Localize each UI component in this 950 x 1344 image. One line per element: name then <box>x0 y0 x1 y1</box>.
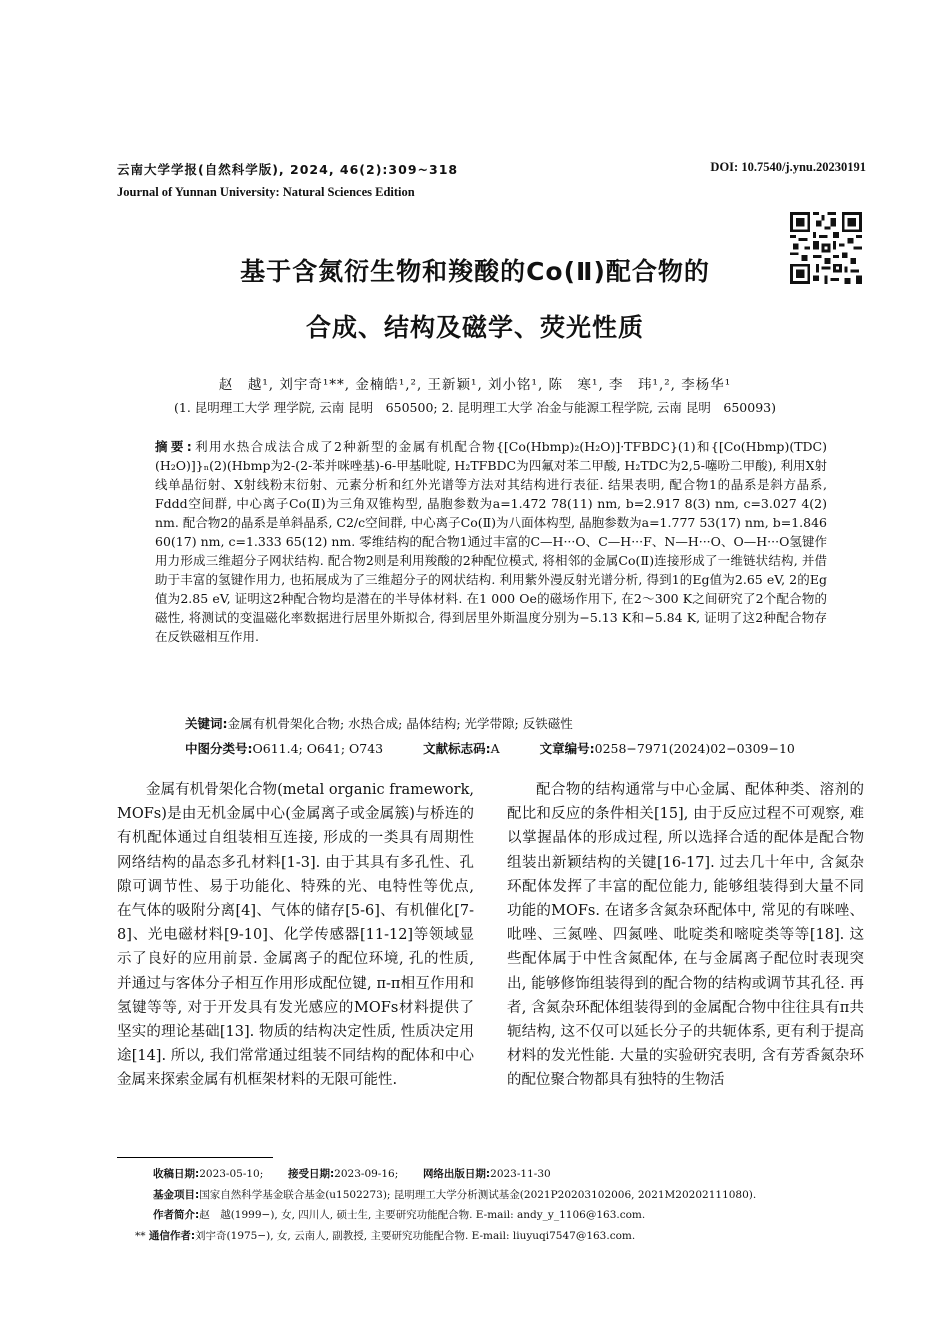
body-paragraph-right: 配合物的结构通常与中心金属、配体种类、溶剂的配比和反应的条件相关[15], 由于反应过程不可观察, 难以掌握晶体的形成过程, 所以选择合适的配体是配合物组装出新颖结构的关键[16-17]. 过去几十年中, 含氮杂环配体发挥了丰富的配位能力, 能够组装得到大量不同功能的MOFs. 在诸多含氮杂环配体中, 常见的有咪唑、吡唑、三氮唑、四氮唑、吡啶类和嘧啶类等等[18]. 这些配体属于中性含氮配体, 在与金属离子配位时表现突出, 能够修饰组装得到的配合物的结构或调节其孔径. 再者, 含氮杂环配体组装得到的金属配合物中往往具有π共轭结构, 这不仅可以延长分子的共轭体系, 更有利于提高材料的发光性能. 大量的实验研究表明, 含有芳香氮杂环的配位聚合物都具有独特的生物活 <box>507 782 864 1089</box>
doc-code-value: A <box>490 741 500 756</box>
abstract <box>155 437 827 646</box>
footnote-corresponding: ** 通信作者:刘宇奇(1975−), 女, 云南人, 副教授, 主要研究功能配合物. E-mail: liuyuqi7547@163.com. <box>135 1229 636 1242</box>
clc-label: 中图分类号: <box>185 741 253 756</box>
footnote-divider <box>117 1157 273 1158</box>
journal-header-en: Journal of Yunnan University: Natural Sciences Edition <box>117 185 415 199</box>
title-line-2: 合成、结构及磁学、荧光性质 <box>305 313 644 342</box>
footnote-fund: 基金项目:国家自然科学基金联合基金(u1502273); 昆明理工大学分析测试基金(2021P20203102006, 2021M20202111080). <box>153 1188 757 1201</box>
body-column-right <box>507 778 864 1093</box>
journal-header-cn: 云南大学学报(自然科学版), 2024, 46(2):309~318 <box>117 162 459 177</box>
body-column-left <box>117 778 474 1093</box>
authors: 赵 越¹, 刘宇奇¹**, 金楠皓¹,², 王新颖¹, 刘小铭¹, 陈 寒¹, 李 玮¹,², 李杨华¹ <box>218 377 732 393</box>
keywords <box>185 714 827 732</box>
classification-line <box>185 739 827 757</box>
clc-value: O611.4; O641; O743 <box>252 741 384 756</box>
title-line-1: 基于含氮衍生物和羧酸的Co(Ⅱ)配合物的 <box>240 257 710 286</box>
article-no-label: 文章编号: <box>539 741 595 756</box>
doi: DOI: 10.7540/j.ynu.20230191 <box>710 160 866 174</box>
body-paragraph-left: 金属有机骨架化合物(metal organic framework, MOFs)是由无机金属中心(金属离子或金属簇)与桥连的有机配体通过自组装相互连接, 形成的一类具有周期性网络结构的晶态多孔材料[1-3]. 由于其具有多孔性、孔隙可调节性、易于功能化、特殊的光、电特性等优点, 在气体的吸附分离[4]、气体的储存[5-6]、有机催化[7-8]、光电磁材料[9-10]、化学传感器[11-12]等领域显示了良好的应用前景. 金属离子的配位环境, 孔的性质, 并通过与客体分子相互作用形成配位键, π-π相互作用和氢键等等, 对于开发具有发光感应的MOFs材料提供了坚实的理论基础[13]. 物质的结构决定性质, 性质决定用途[14]. 所以, 我们常常通过组装不同结构的配体和中心金属来探索金属有机框架材料的无限可能性. <box>117 782 474 1089</box>
affiliations: (1. 昆明理工大学 理学院, 云南 昆明 650500; 2. 昆明理工大学 冶金与能源工程学院, 云南 昆明 650093) <box>174 400 776 415</box>
footnote-dates: 收稿日期:2023-05-10; 接受日期:2023-09-16; 网络出版日期:2023-11-30 <box>153 1168 551 1180</box>
footnotes <box>117 1164 833 1246</box>
footnote-author: 作者简介:赵 越(1999−), 女, 四川人, 硕士生, 主要研究功能配合物. E-mail: andy_y_1106@163.com. <box>153 1209 646 1221</box>
keywords-label: 关键词: <box>185 716 228 731</box>
abstract-text: 利用水热合成法合成了2种新型的金属有机配合物{[Co(Hbmp)₂(H₂O)]·TFBDC}(1)和{[Co(Hbmp)(TDC)(H₂O)]}ₙ(2)(Hbmp为2-(2-苯并咪唑基)-6-甲基吡啶, H₂TFBDC为四氟对苯二甲酸, H₂TDC为2,5-噻吩二甲酸), 利用X射线单晶衍射、X射线粉末衍射、元素分析和红外光谱等方法对其结构进行表征. 结果表明, 配合物1的晶系是斜方晶系, Fddd空间群, 中心离子Co(Ⅱ)为三角双锥构型, 晶胞参数为a=1.472 78(11) nm, b=2.917 8(3) nm, c=3.027 4(2) nm. 配合物2的晶系是单斜晶系, C2/c空间群, 中心离子Co(Ⅱ)为八面体构型, 晶胞参数为a=1.777 53(17) nm, b=1.846 60(17) nm, c=1.333 65(12) nm. 零维结构的配合物1通过丰富的C—H···O、C—H···F、N—H···O、O—H···O氢键作用力形成三维超分子网状结构. 配合物2则是利用羧酸的2种配位模式, 将相邻的金属Co(Ⅱ)连接形成了一维链状结构, 并借助于丰富的氢键作用力, 也拓展成为了三维超分子的网状结构. 利用紫外漫反射光谱分析, 得到1的Eg值为2.65 eV, 2的Eg值为2.85 eV, 证明这2种配合物均是潜在的半导体材料. 在1 000 Oe的磁场作用下, 在2～300 K之间研究了2个配合物的磁性, 将测试的变温磁化率数据进行居里外斯拟合, 得到居里外斯温度分别为−5.13 K和−5.84 K, 证明了这2种配合物存在反铁磁相互作用. <box>155 439 827 644</box>
doc-code-label: 文献标志码: <box>423 741 491 756</box>
abstract-label: 摘要: <box>155 439 194 454</box>
article-no-value: 0258−7971(2024)02−0309−10 <box>594 741 795 756</box>
keywords-text: 金属有机骨架化合物; 水热合成; 晶体结构; 光学带隙; 反铁磁性 <box>227 716 573 731</box>
